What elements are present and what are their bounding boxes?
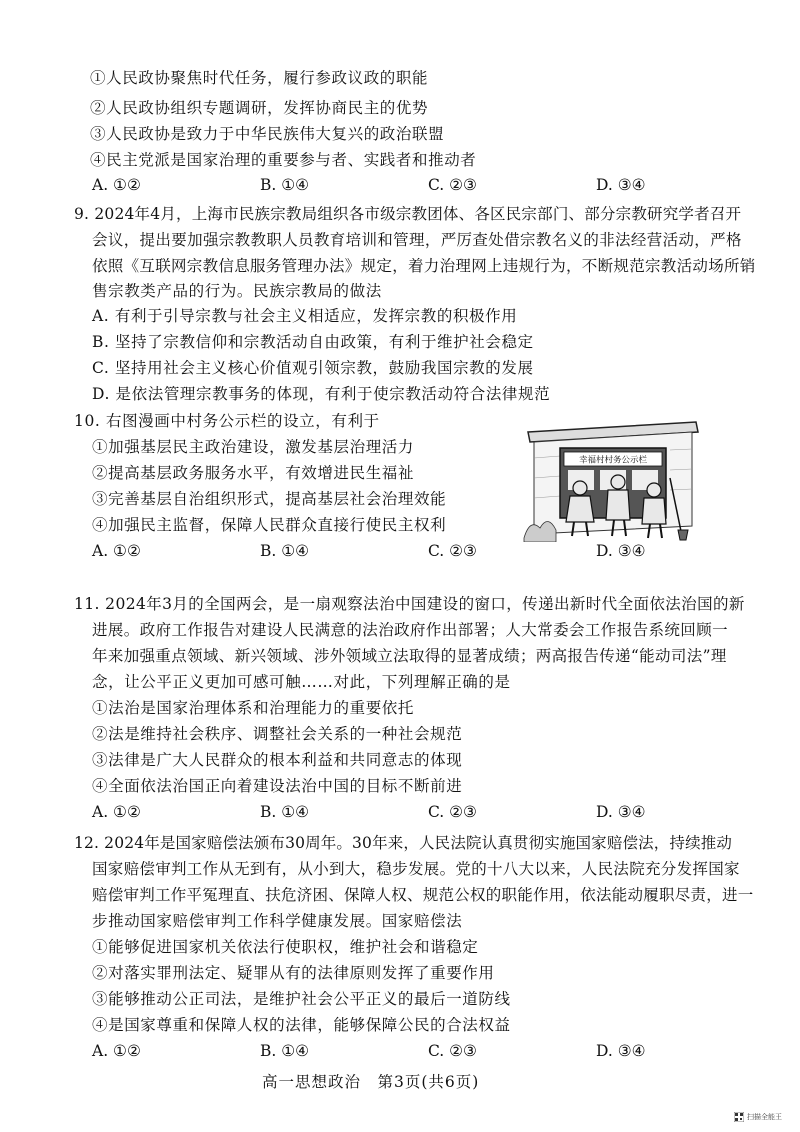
q8-option-d[interactable]: D. ③④	[596, 176, 646, 194]
q9-option-d[interactable]: D. 是依法管理宗教事务的体现，有利于使宗教活动符合法律规范	[92, 385, 551, 403]
q11-option-a[interactable]: A. ①②	[92, 803, 141, 821]
page-footer: 高一思想政治 第3页(共6页)	[262, 1073, 480, 1091]
q12-item-3: ③能够推动公正司法，是维护社会公平正义的最后一道防线	[92, 990, 511, 1008]
q11-stem-line-3: 年来加强重点领域、新兴领域、涉外领域立法取得的显著成绩；两高报告传递“能动司法”理	[92, 647, 727, 665]
q9-stem-line-2: 会议，提出要加强宗教教职人员教育培训和管理，严厉查处借宗教名义的非法经营活动，严格	[92, 231, 742, 249]
q10-item-2: ②提高基层政务服务水平，有效增进民生福祉	[92, 464, 415, 482]
q12-stem-line-4: 步推动国家赔偿审判工作科学健康发展。国家赔偿法	[92, 912, 463, 930]
q9-option-c[interactable]: C. 坚持用社会主义核心价值观引领宗教，鼓励我国宗教的发展	[92, 359, 534, 377]
q8-option-b[interactable]: B. ①④	[260, 176, 310, 194]
q11-option-d[interactable]: D. ③④	[596, 803, 646, 821]
q10-stem: 10. 右图漫画中村务公示栏的设立，有利于	[74, 412, 380, 430]
q12-option-a[interactable]: A. ①②	[92, 1042, 141, 1060]
q12-stem-line-2: 国家赔偿审判工作从无到有，从小到大，稳步发展。党的十八大以来，人民法院充分发挥国家	[92, 860, 740, 878]
q8-options	[0, 174, 800, 196]
q8-item-3: ③人民政协是致力于中华民族伟大复兴的政治联盟	[90, 125, 445, 143]
q11-item-2: ②法是维持社会秩序、调整社会关系的一种社会规范	[92, 725, 463, 743]
q12-option-b[interactable]: B. ①④	[260, 1042, 310, 1060]
q10-item-4: ④加强民主监督，保障人民群众直接行使民主权利	[92, 516, 447, 534]
watermark-text: 扫描全能王	[747, 1113, 782, 1121]
q10-option-a[interactable]: A. ①②	[92, 542, 141, 560]
q11-item-1: ①法治是国家治理体系和治理能力的重要依托	[92, 699, 415, 717]
scanner-watermark	[734, 1112, 782, 1122]
q8-item-4: ④民主党派是国家治理的重要参与者、实践者和推动者	[90, 151, 477, 169]
qr-code-icon	[734, 1112, 744, 1122]
q9-stem-line-1: 9. 2024年4月，上海市民族宗教局组织各市级宗教团体、各区民宗部门、部分宗教研究学者召开	[74, 205, 742, 223]
q10-option-b[interactable]: B. ①④	[260, 542, 310, 560]
q8-option-c[interactable]: C. ②③	[428, 176, 477, 194]
q12-option-c[interactable]: C. ②③	[428, 1042, 477, 1060]
q12-item-1: ①能够促进国家机关依法行使职权，维护社会和谐稳定	[92, 938, 479, 956]
q11-stem-line-2: 进展。政府工作报告对建设人民满意的法治政府作出部署；人大常委会工作报告系统回顾一	[92, 621, 729, 639]
village-notice-board-cartoon	[520, 418, 700, 542]
q9-option-b[interactable]: B. 坚持了宗教信仰和宗教活动自由政策，有利于维护社会稳定	[92, 333, 534, 351]
q9-option-a[interactable]: A. 有利于引导宗教与社会主义相适应，发挥宗教的积极作用	[92, 307, 518, 325]
q10-item-1: ①加强基层民主政治建设，激发基层治理活力	[92, 438, 415, 456]
q12-stem-line-3: 赔偿审判工作平冤理直、扶危济困、保障人权、规范公权的职能作用，依法能动履职尽责，进一	[92, 886, 754, 904]
q12-item-2: ②对落实罪刑法定、疑罪从有的法律原则发挥了重要作用	[92, 964, 495, 982]
q10-option-c[interactable]: C. ②③	[428, 542, 477, 560]
q11-item-4: ④全面依法治国正向着建设法治中国的目标不断前进	[92, 777, 463, 795]
q11-option-c[interactable]: C. ②③	[428, 803, 477, 821]
q10-item-3: ③完善基层自治组织形式，提高基层社会治理效能	[92, 490, 447, 508]
q9-stem-line-4: 售宗教类产品的行为。民族宗教局的做法	[92, 282, 382, 300]
q11-stem-line-4: 念，让公平正义更加可感可触……对此，下列理解正确的是	[92, 673, 511, 691]
q9-stem-line-3: 依照《互联网宗教信息服务管理办法》规定，着力治理网上违规行为，不断规范宗教活动场所销	[92, 257, 756, 275]
q12-options	[0, 1040, 800, 1062]
q10-options	[0, 540, 800, 562]
q10-option-d[interactable]: D. ③④	[596, 542, 646, 560]
q8-item-1: ①人民政协聚焦时代任务，履行参政议政的职能	[90, 69, 429, 87]
q11-item-3: ③法律是广大人民群众的根本利益和共同意志的体现	[92, 751, 463, 769]
q8-item-2: ②人民政协组织专题调研，发挥协商民主的优势	[90, 99, 429, 117]
cartoon-sign-text: 幸福村村务公示栏	[578, 455, 648, 466]
q11-option-b[interactable]: B. ①④	[260, 803, 310, 821]
q12-option-d[interactable]: D. ③④	[596, 1042, 646, 1060]
q12-item-4: ④是国家尊重和保障人权的法律，能够保障公民的合法权益	[92, 1016, 511, 1034]
q11-stem-line-1: 11. 2024年3月的全国两会，是一扇观察法治中国建设的窗口，传递出新时代全面依法治国的新	[74, 595, 745, 613]
q12-stem-line-1: 12. 2024年是国家赔偿法颁布30周年。30年来，人民法院认真贯彻实施国家赔偿法，持续推动	[74, 834, 733, 852]
q11-options	[0, 801, 800, 823]
q8-option-a[interactable]: A. ①②	[92, 176, 141, 194]
